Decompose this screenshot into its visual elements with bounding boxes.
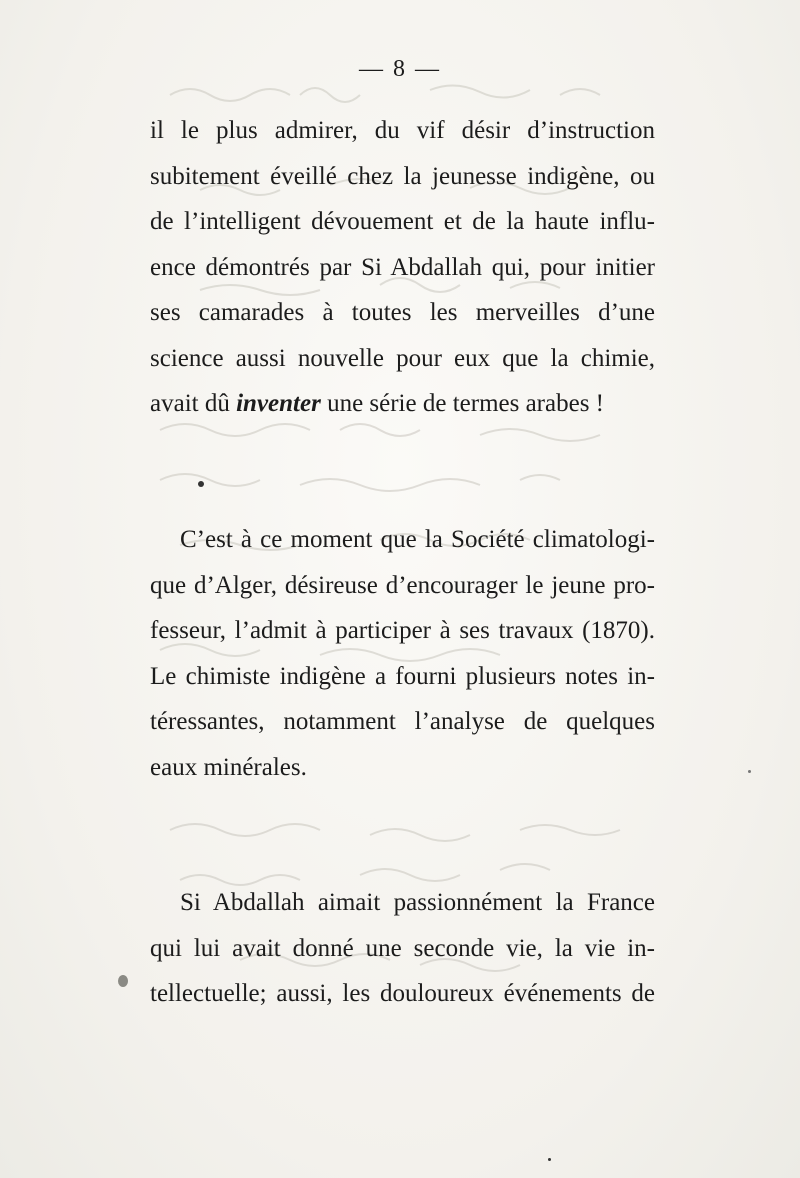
ink-speck [548,1158,551,1161]
text-line: Si Abdallah aimait passionnément la France [180,889,655,916]
text-line: qui lui avait donné une seconde vie, la vie in- [150,934,655,962]
text-line: que d’Alger, désireuse d’encourager le jeune pro- [150,571,655,599]
text-line: Le chimiste indigène a fourni plusieurs notes in- [150,662,655,690]
text-line: il le plus admirer, du vif désir d’instruction [150,117,655,144]
ink-speck [748,770,751,773]
text-line: subitement éveillé chez la jeunesse indigène, ou [150,162,655,190]
text-line: science aussi nouvelle pour eux que la chimie, [150,344,655,372]
text-line: de l’intelligent dévouement et de la haute influ- [150,208,655,235]
text-line: ence démontrés par Si Abdallah qui, pour initier [150,253,655,281]
text-line: ses camarades à toutes les merveilles d’une [150,299,655,326]
text-line: fesseur, l’admit à participer à ses travaux (1870). [150,617,655,644]
text-line: eaux minérales. [150,753,307,781]
ink-speck [198,481,204,487]
text-line: tellectuelle; aussi, les douloureux événements de [150,980,655,1007]
text-run: une série de termes arabes ! [320,390,605,417]
text-run: avait dû [150,390,237,417]
text-line: C’est à ce moment que la Société climatologi- [180,526,655,553]
emphasized-word: inventer [236,390,321,417]
paragraph-1 [150,108,655,427]
text-line: téressantes, notamment l’analyse de quelques [150,708,655,735]
page-number: — 8 — [359,56,441,82]
paragraph-2 [150,517,655,790]
text-line [150,381,655,427]
ink-speck [118,975,128,987]
paragraph-3 [150,880,655,1017]
